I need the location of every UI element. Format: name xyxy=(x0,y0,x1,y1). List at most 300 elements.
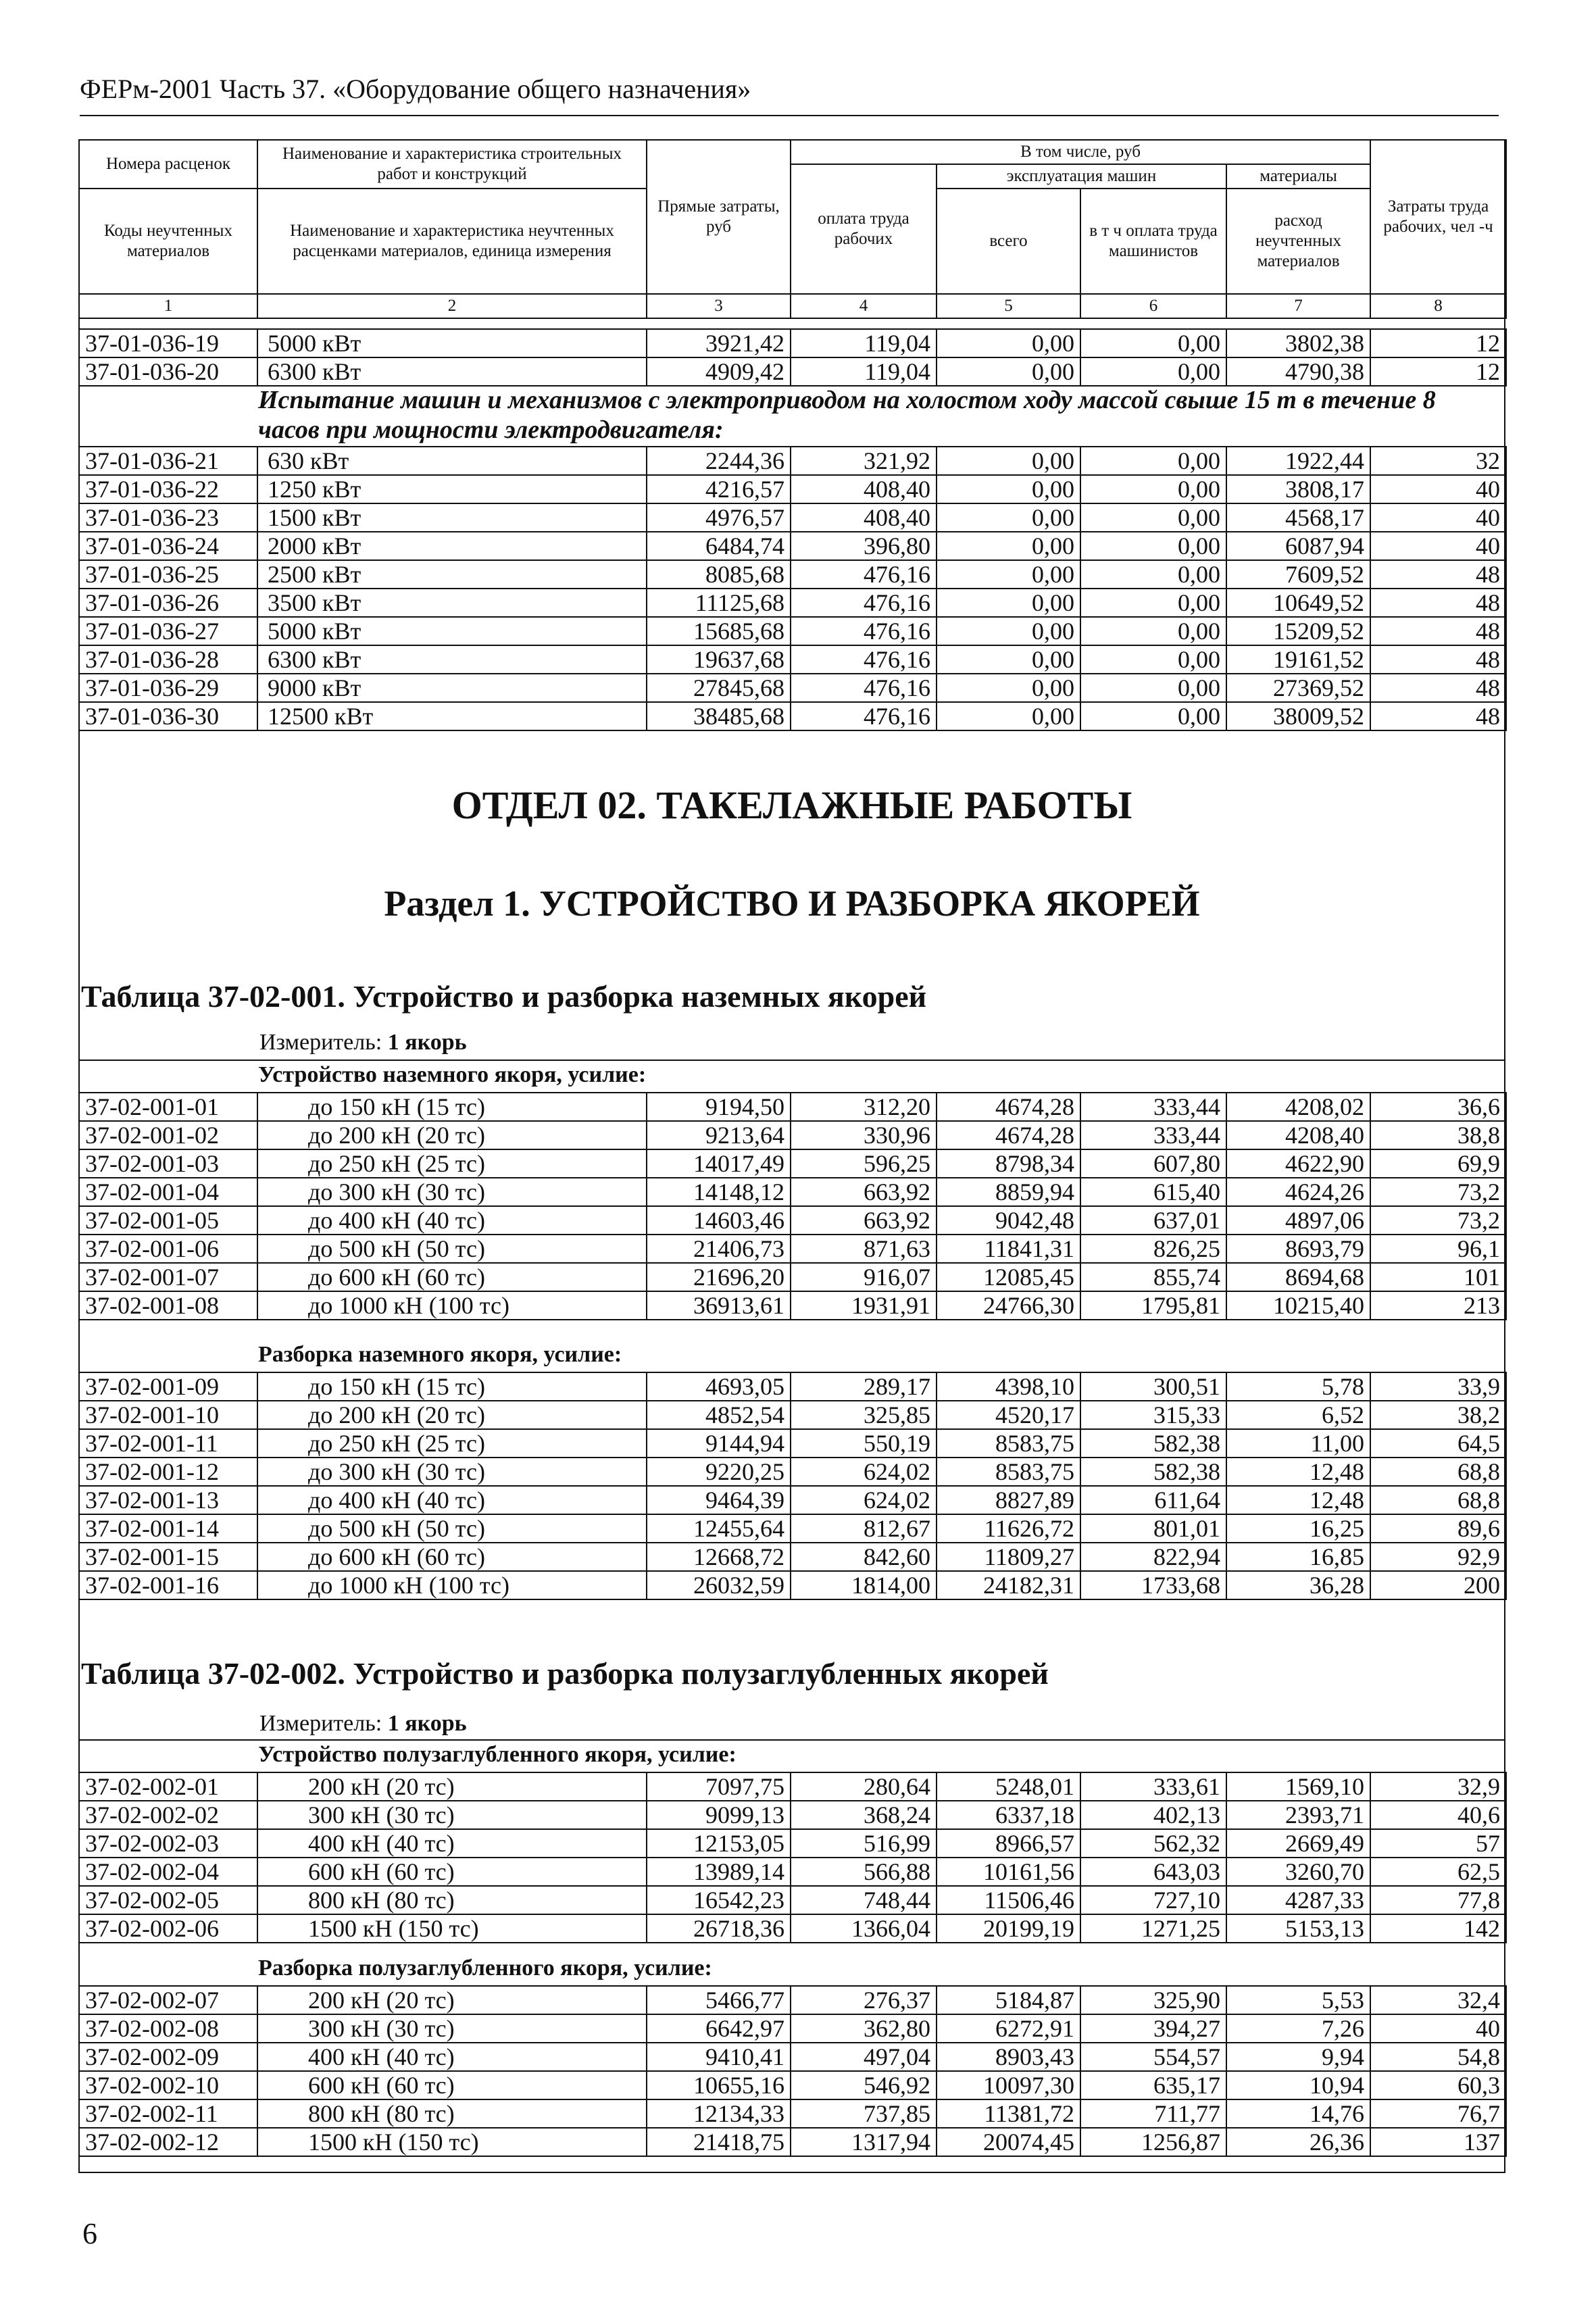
table-row xyxy=(79,589,1506,617)
materials-cost: 6,52 xyxy=(1226,1401,1370,1429)
work-name: до 300 кН (30 тс) xyxy=(257,1458,647,1486)
pay-workers: 362,80 xyxy=(791,2014,937,2043)
work-name: до 400 кН (40 тс) xyxy=(257,1206,647,1235)
pay-workers: 748,44 xyxy=(791,1886,937,1914)
rate-code: 37-02-001-15 xyxy=(79,1543,257,1571)
labor-hours: 40 xyxy=(1370,2014,1506,2043)
col-num: 4 xyxy=(791,294,937,318)
labor-hours: 40 xyxy=(1370,503,1506,532)
measure-value: 1 якорь xyxy=(387,1030,467,1055)
col-num: 3 xyxy=(647,294,791,318)
direct-costs: 12455,64 xyxy=(647,1514,791,1543)
operator-pay: 0,00 xyxy=(1080,617,1226,645)
machines-total: 0,00 xyxy=(937,702,1080,730)
rate-code: 37-01-036-22 xyxy=(79,475,257,503)
direct-costs: 14603,46 xyxy=(647,1206,791,1235)
table-row xyxy=(79,1263,1506,1291)
col-num: 5 xyxy=(937,294,1080,318)
running-header: ФЕРм-2001 Часть 37. «Оборудование общего назначения» xyxy=(80,74,751,104)
materials-cost: 36,28 xyxy=(1226,1571,1370,1599)
direct-costs: 16542,23 xyxy=(647,1886,791,1914)
operator-pay: 582,38 xyxy=(1080,1429,1226,1458)
table-row xyxy=(79,702,1506,730)
rule xyxy=(78,1060,1505,1061)
materials-cost: 2393,71 xyxy=(1226,1801,1370,1829)
labor-hours: 32 xyxy=(1370,447,1506,475)
table-row xyxy=(79,2099,1506,2128)
labor-hours: 73,2 xyxy=(1370,1206,1506,1235)
work-name: до 1000 кН (100 тс) xyxy=(257,1291,647,1320)
materials-cost: 1922,44 xyxy=(1226,447,1370,475)
materials-cost: 4622,90 xyxy=(1226,1149,1370,1178)
labor-hours: 36,6 xyxy=(1370,1093,1506,1121)
work-name: до 400 кН (40 тс) xyxy=(257,1486,647,1514)
measure-label: Измеритель: xyxy=(259,1030,382,1055)
pay-workers: 330,96 xyxy=(791,1121,937,1149)
materials-cost: 4208,02 xyxy=(1226,1093,1370,1121)
header-operator-pay: в т ч оплата труда машинистов xyxy=(1080,189,1226,294)
direct-costs: 4976,57 xyxy=(647,503,791,532)
rate-code: 37-02-002-01 xyxy=(79,1772,257,1801)
machines-total: 10161,56 xyxy=(937,1858,1080,1886)
table-row xyxy=(79,1986,1506,2014)
work-name: 300 кН (30 тс) xyxy=(257,1801,647,1829)
labor-hours: 68,8 xyxy=(1370,1486,1506,1514)
direct-costs: 21418,75 xyxy=(647,2128,791,2156)
pay-workers: 396,80 xyxy=(791,532,937,560)
header-rate-number: Номера расценок xyxy=(79,140,257,189)
direct-costs: 9464,39 xyxy=(647,1486,791,1514)
rate-code: 37-02-001-05 xyxy=(79,1206,257,1235)
materials-cost: 3808,17 xyxy=(1226,475,1370,503)
materials-cost: 2669,49 xyxy=(1226,1829,1370,1858)
group-heading-dismantle-002: Разборка полузаглубленного якоря, усилие: xyxy=(258,1956,712,1981)
table-row xyxy=(79,645,1506,674)
pay-workers: 624,02 xyxy=(791,1458,937,1486)
machines-total: 10097,30 xyxy=(937,2071,1080,2099)
work-name: 800 кН (80 тс) xyxy=(257,1886,647,1914)
header-direct-costs: Прямые затраты, руб xyxy=(647,140,791,294)
pay-workers: 312,20 xyxy=(791,1093,937,1121)
table-row xyxy=(79,2128,1506,2156)
rate-code: 37-02-002-04 xyxy=(79,1858,257,1886)
machines-total: 8966,57 xyxy=(937,1829,1080,1858)
materials-cost: 4208,40 xyxy=(1226,1121,1370,1149)
machines-total: 0,00 xyxy=(937,617,1080,645)
header-including: В том числе, руб xyxy=(791,140,1370,164)
direct-costs: 9194,50 xyxy=(647,1093,791,1121)
table-row xyxy=(79,1149,1506,1178)
labor-hours: 48 xyxy=(1370,674,1506,702)
labor-hours: 48 xyxy=(1370,560,1506,589)
work-name: 9000 кВт xyxy=(257,674,647,702)
table-row xyxy=(79,2071,1506,2099)
table-row xyxy=(79,1121,1506,1149)
header-column-numbers xyxy=(79,294,1506,318)
machines-total: 12085,45 xyxy=(937,1263,1080,1291)
materials-cost: 4568,17 xyxy=(1226,503,1370,532)
direct-costs: 6484,74 xyxy=(647,532,791,560)
operator-pay: 637,01 xyxy=(1080,1206,1226,1235)
direct-costs: 4852,54 xyxy=(647,1401,791,1429)
labor-hours: 48 xyxy=(1370,702,1506,730)
machines-total: 0,00 xyxy=(937,532,1080,560)
table-row xyxy=(79,1886,1506,1914)
pay-workers: 325,85 xyxy=(791,1401,937,1429)
rate-code: 37-02-001-07 xyxy=(79,1263,257,1291)
work-name: 6300 кВт xyxy=(257,357,647,386)
operator-pay: 801,01 xyxy=(1080,1514,1226,1543)
work-name: 3500 кВт xyxy=(257,589,647,617)
direct-costs: 9220,25 xyxy=(647,1458,791,1486)
operator-pay: 333,44 xyxy=(1080,1121,1226,1149)
materials-cost: 8693,79 xyxy=(1226,1235,1370,1263)
direct-costs: 4693,05 xyxy=(647,1372,791,1401)
rate-code: 37-02-002-12 xyxy=(79,2128,257,2156)
pay-workers: 624,02 xyxy=(791,1486,937,1514)
operator-pay: 0,00 xyxy=(1080,674,1226,702)
work-name: до 300 кН (30 тс) xyxy=(257,1178,647,1206)
work-name: 1500 кВт xyxy=(257,503,647,532)
table-row xyxy=(79,357,1506,386)
rate-code: 37-02-002-03 xyxy=(79,1829,257,1858)
pay-workers: 550,19 xyxy=(791,1429,937,1458)
labor-hours: 54,8 xyxy=(1370,2043,1506,2071)
table-row xyxy=(79,2043,1506,2071)
labor-hours: 32,4 xyxy=(1370,1986,1506,2014)
machines-total: 24766,30 xyxy=(937,1291,1080,1320)
direct-costs: 12668,72 xyxy=(647,1543,791,1571)
machines-total: 20199,19 xyxy=(937,1914,1080,1943)
labor-hours: 137 xyxy=(1370,2128,1506,2156)
table-row xyxy=(79,1372,1506,1401)
work-name: 800 кН (80 тс) xyxy=(257,2099,647,2128)
col-num: 7 xyxy=(1226,294,1370,318)
machines-total: 11626,72 xyxy=(937,1514,1080,1543)
materials-cost: 16,85 xyxy=(1226,1543,1370,1571)
header-material-codes: Коды неучтенных материалов xyxy=(79,189,257,294)
work-name: 200 кН (20 тс) xyxy=(257,1986,647,2014)
direct-costs: 14017,49 xyxy=(647,1149,791,1178)
rate-code: 37-01-036-30 xyxy=(79,702,257,730)
machines-total: 4520,17 xyxy=(937,1401,1080,1429)
materials-cost: 16,25 xyxy=(1226,1514,1370,1543)
materials-cost: 4287,33 xyxy=(1226,1886,1370,1914)
materials-cost: 19161,52 xyxy=(1226,645,1370,674)
pay-workers: 1814,00 xyxy=(791,1571,937,1599)
table-row xyxy=(79,617,1506,645)
labor-hours: 62,5 xyxy=(1370,1858,1506,1886)
pay-workers: 119,04 xyxy=(791,357,937,386)
rate-code: 37-01-036-28 xyxy=(79,645,257,674)
pay-workers: 516,99 xyxy=(791,1829,937,1858)
materials-cost: 10215,40 xyxy=(1226,1291,1370,1320)
operator-pay: 315,33 xyxy=(1080,1401,1226,1429)
work-name: 300 кН (30 тс) xyxy=(257,2014,647,2043)
table-row xyxy=(79,1543,1506,1571)
materials-cost: 5,53 xyxy=(1226,1986,1370,2014)
machines-total: 5184,87 xyxy=(937,1986,1080,2014)
labor-hours: 40 xyxy=(1370,532,1506,560)
pay-workers: 476,16 xyxy=(791,645,937,674)
materials-cost: 6087,94 xyxy=(1226,532,1370,560)
table-row xyxy=(79,1206,1506,1235)
rate-code: 37-02-002-02 xyxy=(79,1801,257,1829)
pay-workers: 871,63 xyxy=(791,1235,937,1263)
work-name: до 500 кН (50 тс) xyxy=(257,1514,647,1543)
materials-cost: 9,94 xyxy=(1226,2043,1370,2071)
operator-pay: 562,32 xyxy=(1080,1829,1226,1858)
rate-code: 37-02-002-08 xyxy=(79,2014,257,2043)
work-name: 400 кН (40 тс) xyxy=(257,2043,647,2071)
pay-workers: 497,04 xyxy=(791,2043,937,2071)
work-name: 2000 кВт xyxy=(257,532,647,560)
col-num: 2 xyxy=(257,294,647,318)
pay-workers: 546,92 xyxy=(791,2071,937,2099)
work-name: 630 кВт xyxy=(257,447,647,475)
rate-code: 37-02-001-04 xyxy=(79,1178,257,1206)
operator-pay: 1256,87 xyxy=(1080,2128,1226,2156)
table-row xyxy=(79,1093,1506,1121)
machines-total: 24182,31 xyxy=(937,1571,1080,1599)
machines-total: 4674,28 xyxy=(937,1093,1080,1121)
pay-workers: 476,16 xyxy=(791,560,937,589)
table-row xyxy=(79,1772,1506,1801)
measure-value: 1 якорь xyxy=(387,1711,467,1736)
materials-cost: 1569,10 xyxy=(1226,1772,1370,1801)
labor-hours: 48 xyxy=(1370,589,1506,617)
operator-pay: 0,00 xyxy=(1080,560,1226,589)
pay-workers: 1366,04 xyxy=(791,1914,937,1943)
machines-total: 4398,10 xyxy=(937,1372,1080,1401)
machines-total: 11841,31 xyxy=(937,1235,1080,1263)
rate-code: 37-01-036-29 xyxy=(79,674,257,702)
table-row xyxy=(79,1571,1506,1599)
rate-code: 37-02-001-12 xyxy=(79,1458,257,1486)
machines-total: 0,00 xyxy=(937,589,1080,617)
labor-hours: 92,9 xyxy=(1370,1543,1506,1571)
rate-code: 37-02-001-09 xyxy=(79,1372,257,1401)
operator-pay: 635,17 xyxy=(1080,2071,1226,2099)
machines-total: 0,00 xyxy=(937,560,1080,589)
table-row xyxy=(79,1458,1506,1486)
rates-table-a xyxy=(78,328,1507,387)
col-num: 1 xyxy=(79,294,257,318)
direct-costs: 9213,64 xyxy=(647,1121,791,1149)
direct-costs: 36913,61 xyxy=(647,1291,791,1320)
pay-workers: 1931,91 xyxy=(791,1291,937,1320)
labor-hours: 57 xyxy=(1370,1829,1506,1858)
header-work-name: Наименование и характеристика строительных работ и конструкций xyxy=(257,140,647,189)
machines-total: 11506,46 xyxy=(937,1886,1080,1914)
rates-table-001-install xyxy=(78,1092,1507,1320)
rate-code: 37-02-001-11 xyxy=(79,1429,257,1458)
operator-pay: 0,00 xyxy=(1080,329,1226,357)
table-row xyxy=(79,1829,1506,1858)
rate-code: 37-01-036-27 xyxy=(79,617,257,645)
work-name: 200 кН (20 тс) xyxy=(257,1772,647,1801)
direct-costs: 13989,14 xyxy=(647,1858,791,1886)
pay-workers: 476,16 xyxy=(791,702,937,730)
rate-code: 37-01-036-25 xyxy=(79,560,257,589)
operator-pay: 611,64 xyxy=(1080,1486,1226,1514)
rate-code: 37-02-001-06 xyxy=(79,1235,257,1263)
machines-total: 8583,75 xyxy=(937,1429,1080,1458)
labor-hours: 68,8 xyxy=(1370,1458,1506,1486)
materials-cost: 26,36 xyxy=(1226,2128,1370,2156)
table-row xyxy=(79,329,1506,357)
group-heading-install-002: Устройство полузаглубленного якоря, усилие: xyxy=(258,1742,737,1767)
section-title: Раздел 1. УСТРОЙСТВО И РАЗБОРКА ЯКОРЕЙ xyxy=(384,883,1200,924)
materials-cost: 5,78 xyxy=(1226,1372,1370,1401)
direct-costs: 6642,97 xyxy=(647,2014,791,2043)
labor-hours: 142 xyxy=(1370,1914,1506,1943)
materials-cost: 3802,38 xyxy=(1226,329,1370,357)
operator-pay: 822,94 xyxy=(1080,1543,1226,1571)
materials-cost: 12,48 xyxy=(1226,1486,1370,1514)
operator-pay: 1733,68 xyxy=(1080,1571,1226,1599)
operator-pay: 0,00 xyxy=(1080,589,1226,617)
pay-workers: 916,07 xyxy=(791,1263,937,1291)
materials-cost: 4624,26 xyxy=(1226,1178,1370,1206)
machines-total: 20074,45 xyxy=(937,2128,1080,2156)
pay-workers: 368,24 xyxy=(791,1801,937,1829)
rate-code: 37-02-001-08 xyxy=(79,1291,257,1320)
rates-table-001-dismantle xyxy=(78,1372,1507,1600)
pay-workers: 408,40 xyxy=(791,503,937,532)
pay-workers: 663,92 xyxy=(791,1178,937,1206)
measure-001 xyxy=(259,1030,467,1055)
rate-code: 37-01-036-20 xyxy=(79,357,257,386)
table-row xyxy=(79,1235,1506,1263)
rate-code: 37-02-001-13 xyxy=(79,1486,257,1514)
labor-hours: 96,1 xyxy=(1370,1235,1506,1263)
machines-total: 4674,28 xyxy=(937,1121,1080,1149)
rate-code: 37-01-036-21 xyxy=(79,447,257,475)
group-heading-dismantle-001: Разборка наземного якоря, усилие: xyxy=(258,1342,622,1367)
work-name: 2500 кВт xyxy=(257,560,647,589)
table-row xyxy=(79,1401,1506,1429)
header-pay: оплата труда рабочих xyxy=(791,164,937,294)
work-name: до 1000 кН (100 тс) xyxy=(257,1571,647,1599)
header-material-consumption: расход неучтенных материалов xyxy=(1226,189,1370,294)
rate-code: 37-02-002-10 xyxy=(79,2071,257,2099)
work-name: до 150 кН (15 тс) xyxy=(257,1372,647,1401)
pay-workers: 276,37 xyxy=(791,1986,937,2014)
machines-total: 11381,72 xyxy=(937,2099,1080,2128)
table-row xyxy=(79,1486,1506,1514)
measure-label: Измеритель: xyxy=(259,1711,382,1736)
rate-code: 37-02-001-02 xyxy=(79,1121,257,1149)
work-name: 400 кН (40 тс) xyxy=(257,1829,647,1858)
labor-hours: 48 xyxy=(1370,617,1506,645)
operator-pay: 0,00 xyxy=(1080,702,1226,730)
pay-workers: 476,16 xyxy=(791,674,937,702)
materials-cost: 27369,52 xyxy=(1226,674,1370,702)
pay-workers: 289,17 xyxy=(791,1372,937,1401)
operator-pay: 582,38 xyxy=(1080,1458,1226,1486)
materials-cost: 15209,52 xyxy=(1226,617,1370,645)
header-machines-total: всего xyxy=(937,189,1080,294)
rates-table-002-dismantle xyxy=(78,1985,1507,2157)
division-title: ОТДЕЛ 02. ТАКЕЛАЖНЫЕ РАБОТЫ xyxy=(451,783,1132,827)
rate-code: 37-02-001-10 xyxy=(79,1401,257,1429)
pay-workers: 596,25 xyxy=(791,1149,937,1178)
page-number: 6 xyxy=(82,2217,97,2250)
machines-total: 0,00 xyxy=(937,475,1080,503)
pay-workers: 408,40 xyxy=(791,475,937,503)
direct-costs: 8085,68 xyxy=(647,560,791,589)
materials-cost: 4790,38 xyxy=(1226,357,1370,386)
rates-table-b xyxy=(78,446,1507,731)
materials-cost: 8694,68 xyxy=(1226,1263,1370,1291)
direct-costs: 26032,59 xyxy=(647,1571,791,1599)
direct-costs: 4216,57 xyxy=(647,475,791,503)
materials-cost: 4897,06 xyxy=(1226,1206,1370,1235)
materials-cost: 10,94 xyxy=(1226,2071,1370,2099)
labor-hours: 77,8 xyxy=(1370,1886,1506,1914)
operator-pay: 0,00 xyxy=(1080,503,1226,532)
pay-workers: 321,92 xyxy=(791,447,937,475)
labor-hours: 101 xyxy=(1370,1263,1506,1291)
rate-code: 37-01-036-19 xyxy=(79,329,257,357)
work-name: 600 кН (60 тс) xyxy=(257,1858,647,1886)
pay-workers: 476,16 xyxy=(791,589,937,617)
work-name: до 200 кН (20 тс) xyxy=(257,1121,647,1149)
labor-hours: 60,3 xyxy=(1370,2071,1506,2099)
rate-code: 37-02-002-06 xyxy=(79,1914,257,1943)
rate-code: 37-02-001-14 xyxy=(79,1514,257,1543)
operator-pay: 0,00 xyxy=(1080,532,1226,560)
labor-hours: 32,9 xyxy=(1370,1772,1506,1801)
labor-hours: 40 xyxy=(1370,475,1506,503)
operator-pay: 0,00 xyxy=(1080,357,1226,386)
work-name: до 250 кН (25 тс) xyxy=(257,1429,647,1458)
materials-cost: 10649,52 xyxy=(1226,589,1370,617)
col-num: 8 xyxy=(1370,294,1506,318)
operator-pay: 394,27 xyxy=(1080,2014,1226,2043)
rule xyxy=(78,1739,1505,1741)
direct-costs: 27845,68 xyxy=(647,674,791,702)
operator-pay: 711,77 xyxy=(1080,2099,1226,2128)
table-row xyxy=(79,1914,1506,1943)
rate-code: 37-02-002-05 xyxy=(79,1886,257,1914)
operator-pay: 0,00 xyxy=(1080,645,1226,674)
pay-workers: 1317,94 xyxy=(791,2128,937,2156)
table-row xyxy=(79,560,1506,589)
operator-pay: 855,74 xyxy=(1080,1263,1226,1291)
materials-cost: 3260,70 xyxy=(1226,1858,1370,1886)
materials-cost: 12,48 xyxy=(1226,1458,1370,1486)
group-heading-install-001: Устройство наземного якоря, усилие: xyxy=(258,1062,647,1087)
direct-costs: 12134,33 xyxy=(647,2099,791,2128)
machines-total: 9042,48 xyxy=(937,1206,1080,1235)
direct-costs: 4909,42 xyxy=(647,357,791,386)
table-row xyxy=(79,2014,1506,2043)
table-row xyxy=(79,1291,1506,1320)
direct-costs: 9144,94 xyxy=(647,1429,791,1458)
labor-hours: 38,8 xyxy=(1370,1121,1506,1149)
table-title-001: Таблица 37-02-001. Устройство и разборка наземных якорей xyxy=(81,979,927,1014)
column-header xyxy=(78,139,1507,319)
rate-code: 37-02-001-16 xyxy=(79,1571,257,1599)
operator-pay: 0,00 xyxy=(1080,475,1226,503)
rate-code: 37-01-036-23 xyxy=(79,503,257,532)
table-row xyxy=(79,1429,1506,1458)
measure-002 xyxy=(259,1711,467,1737)
table-row xyxy=(79,532,1506,560)
materials-cost: 14,76 xyxy=(1226,2099,1370,2128)
